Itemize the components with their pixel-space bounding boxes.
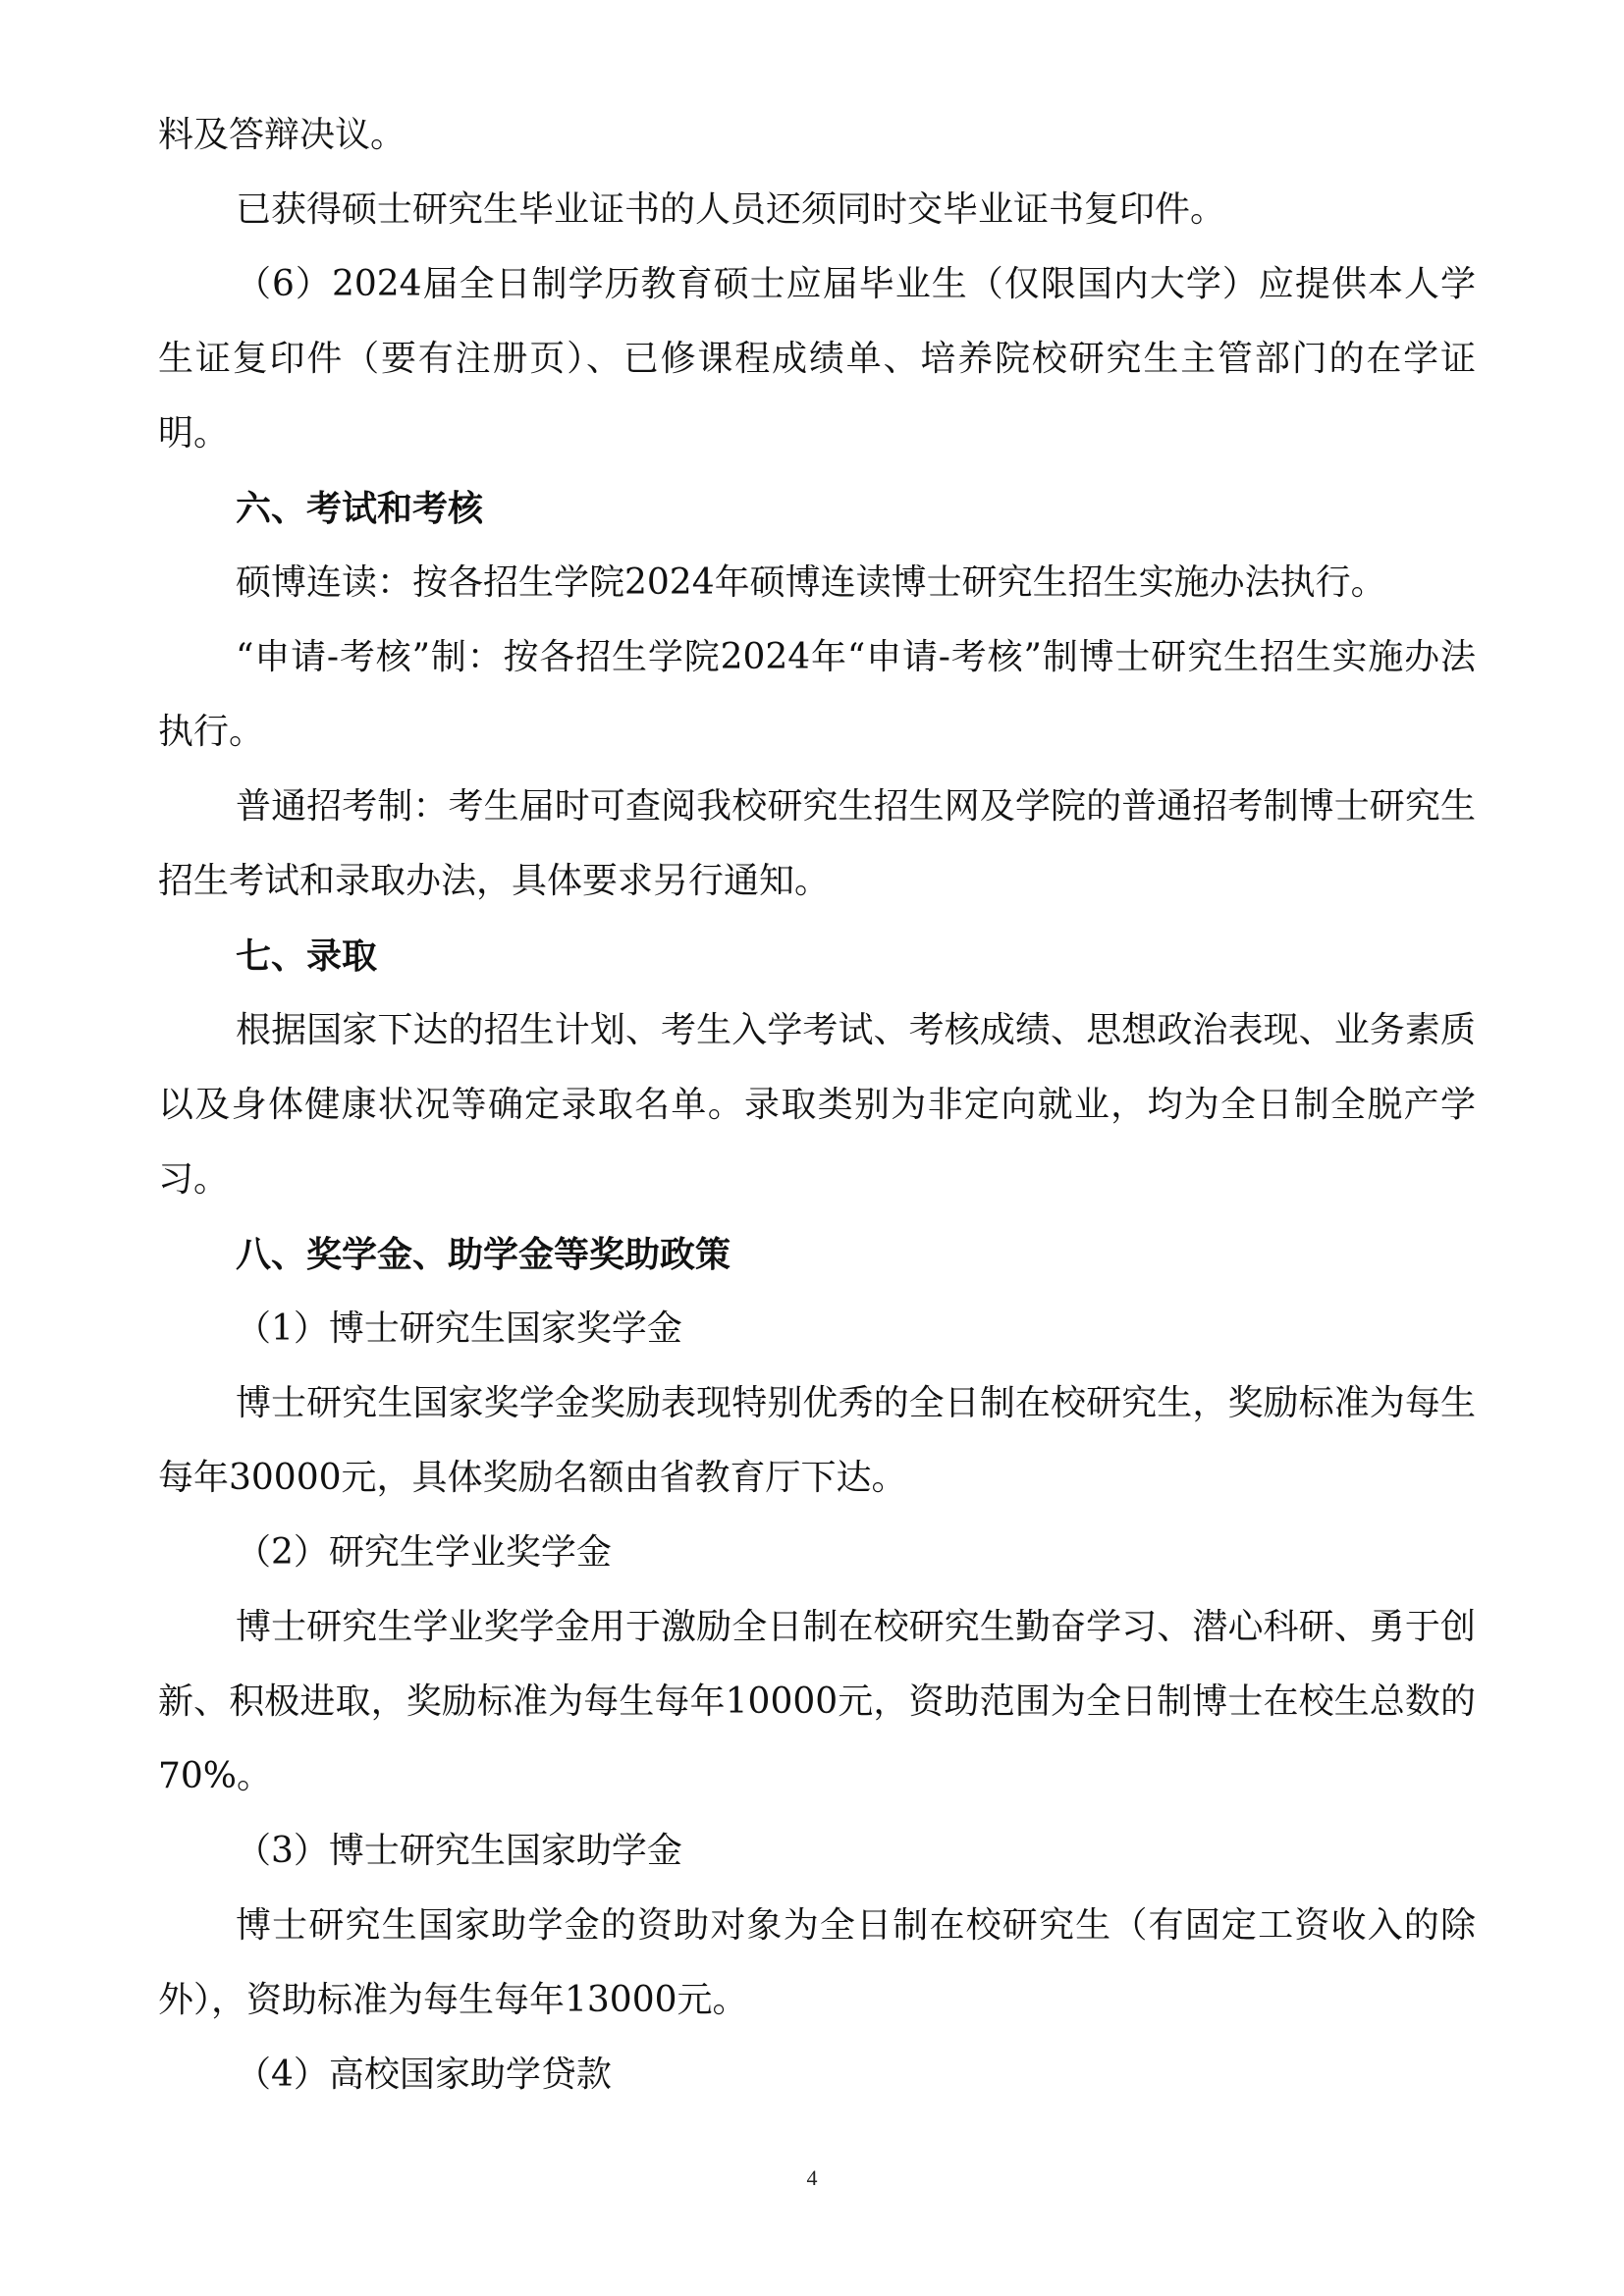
paragraph: 普通招考制：考生届时可查阅我校研究生招生网及学院的普通招考制博士研究生招生考试和录取办法，具体要求另行通知。 [158,786,1476,901]
paragraph: 博士研究生国家奖学金奖励表现特别优秀的全日制在校研究生，奖励标准为每生每年30000元，具体奖励名额由省教育厅下达。 [158,1383,1476,1498]
subheading: （1）博士研究生国家奖学金 [236,1308,682,1349]
section-heading-admission: 七、录取 [236,935,378,977]
paragraph: 博士研究生学业奖学金用于激励全日制在校研究生勤奋学习、潜心科研、勇于创新、积极进取，奖励标准为每生每年10000元，资助范围为全日制博士在校生总数的70%。 [158,1607,1476,1796]
paragraph: 硕博连读：按各招生学院2024年硕博连读博士研究生招生实施办法执行。 [236,562,1386,603]
section-heading-exam: 六、考试和考核 [236,488,484,529]
page-number: 4 [806,2165,818,2190]
paragraph: （6）2024届全日制学历教育硕士应届毕业生（仅限国内大学）应提供本人学生证复印件（要有注册页）、已修课程成绩单、培养院校研究生主管部门的在学证明。 [158,264,1476,454]
subheading: （3）博士研究生国家助学金 [236,1831,682,1871]
paragraph: 根据国家下达的招生计划、考生入学考试、考核成绩、思想政治表现、业务素质以及身体健康状况等确定录取名单。录取类别为非定向就业，均为全日制全脱产学习。 [158,1010,1476,1200]
paragraph: “申请-考核”制：按各招生学院2024年“申请-考核”制博士研究生招生实施办法执行。 [158,637,1476,752]
document-page [158,98,1476,2112]
subheading: （4）高校国家助学贷款 [236,2055,612,2095]
subheading: （2）研究生学业奖学金 [236,1532,612,1573]
paragraph: 料及答辩决议。 [158,115,406,155]
paragraph: 已获得硕士研究生毕业证书的人员还须同时交毕业证书复印件。 [236,189,1226,230]
section-heading-scholarships: 八、奖学金、助学金等奖助政策 [236,1234,731,1275]
paragraph: 博士研究生国家助学金的资助对象为全日制在校研究生（有固定工资收入的除外），资助标准为每生每年13000元。 [158,1905,1476,2020]
